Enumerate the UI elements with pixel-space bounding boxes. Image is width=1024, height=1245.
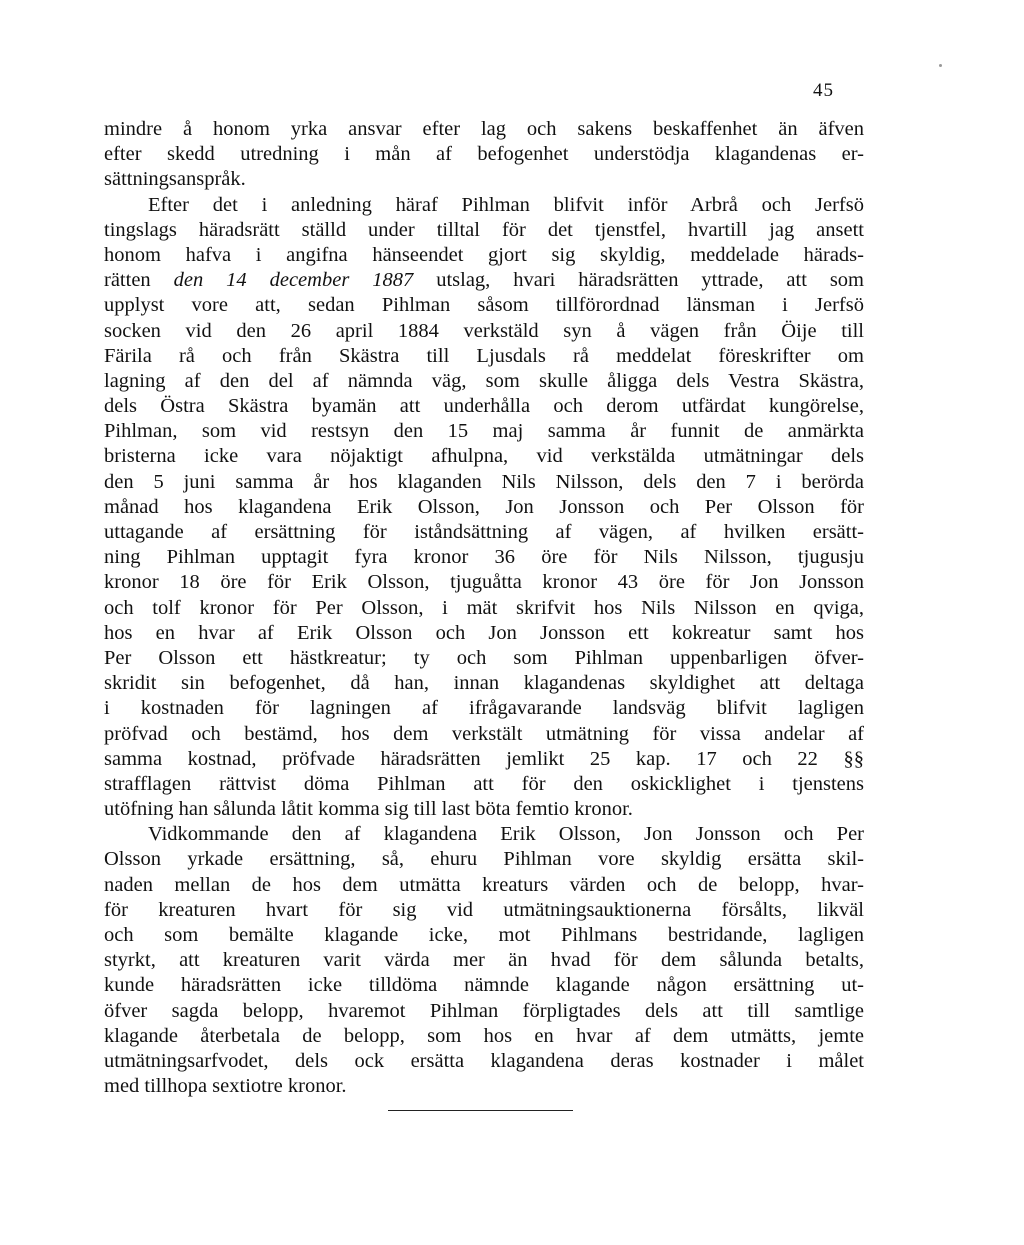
text-line: i kostnaden för lagningen af ifrågavarande landsväg blifvit lagligen	[104, 697, 864, 720]
text-line: skridit sin befogenhet, då han, innan klagandenas skyldighet att deltaga	[104, 672, 864, 695]
text-line: för kreaturen hvart för sig vid utmätningsauktionerna försålts, likväl	[104, 898, 864, 921]
section-divider-rule	[388, 1110, 573, 1111]
text-line: månad hos klagandena Erik Olsson, Jon Jonsson och Per Olsson för	[104, 495, 864, 518]
text-line: mindre å honom yrka ansvar efter lag och sakens beskaffenhet än äfven	[104, 118, 864, 140]
text-line: Per Olsson ett hästkreatur; ty och som Pihlman uppenbarligen öfver-	[104, 646, 864, 669]
italic-date: den 14 december 1887	[173, 269, 414, 292]
text-line: styrkt, att kreaturen varit värda mer än hvad för dem sålunda betalts,	[104, 949, 864, 972]
text-line: honom hafva i angifna hänseendet gjort sig skyldig, meddelade härads-	[104, 243, 864, 266]
text-line: dels Östra Skästra byamän att underhålla och derom utfärdat kungörelse,	[104, 395, 864, 418]
body-text	[104, 117, 864, 1099]
text-line: bristerna icke vara nöjaktigt afhulpna, vid verkstälda utmätningar dels	[104, 445, 864, 468]
text-line: pröfvad och bestämd, hos dem verkstält utmätning för vissa andelar af	[104, 722, 864, 745]
text-line: ning Pihlman upptagit fyra kronor 36 öre för Nils Nilsson, tjugusju	[104, 546, 864, 569]
text-line: Färila rå och från Skästra till Ljusdals rå meddelat föreskrifter om	[104, 344, 864, 367]
text-line: rätten den 14 december 1887 utslag, hvari häradsrätten yttrade, att som	[104, 269, 865, 292]
scan-speck	[939, 64, 942, 67]
text-line: socken vid den 26 april 1884 verkstäld syn å vägen från Öije till	[104, 319, 864, 342]
text-line: och tolf kronor för Per Olsson, i mät skrifvit hos Nils Nilsson en qviga,	[104, 596, 864, 619]
text-line: Vidkommande den af klagandena Erik Olsson, Jon Jonsson och Per	[148, 823, 864, 846]
text-line: strafflagen rättvist döma Pihlman att för den oskicklighet i tjenstens	[104, 772, 864, 795]
text-line: utmätningsarfvodet, dels ock ersätta klagandena deras kostnader i målet	[104, 1049, 864, 1072]
text-line: och som bemälte klagande icke, mot Pihlmans bestridande, lagligen	[104, 924, 864, 946]
text-line: efter skedd utredning i mån af befogenhet understödja klagandenas er-	[104, 143, 864, 166]
page-number: 45	[813, 80, 834, 101]
text-line: lagning af den del af nämnda väg, som skulle åligga dels Vestra Skästra,	[104, 369, 864, 392]
text-line: samma kostnad, pröfvade häradsrätten jemlikt 25 kap. 17 och 22 §§	[104, 747, 864, 770]
text-line: Olsson yrkade ersättning, så, ehuru Pihlman vore skyldig ersätta skil-	[104, 848, 864, 871]
text-line: klagande återbetala de belopp, som hos en hvar af dem utmätts, jemte	[104, 1024, 864, 1047]
text-line: sättningsanspråk.	[104, 168, 246, 191]
text-line: kunde häradsrätten icke tilldöma nämnde klagande någon ersättning ut-	[104, 974, 864, 997]
text-line: uttagande af ersättning för iståndsättning af vägen, af hvilken ersätt-	[104, 521, 864, 543]
text-line: Pihlman, som vid restsyn den 15 maj samma år funnit de anmärkta	[104, 420, 864, 443]
text-line: öfver sagda belopp, hvaremot Pihlman förpligtades dels att till samtlige	[104, 999, 864, 1022]
text-line: Efter det i anledning häraf Pihlman blifvit inför Arbrå och Jerfsö	[148, 193, 864, 216]
text-line: hos en hvar af Erik Olsson och Jon Jonsson ett kokreatur samt hos	[104, 621, 864, 644]
text-line: tingslags häradsrätt ställd under tilltal för det tjenstfel, hvartill jag ansett	[104, 218, 864, 241]
text-line: kronor 18 öre för Erik Olsson, tjuguåtta kronor 43 öre för Jon Jonsson	[104, 571, 864, 594]
text-line: upplyst vore att, sedan Pihlman såsom tillförordnad länsman i Jerfsö	[104, 294, 864, 317]
text-line: utöfning han sålunda låtit komma sig till last böta femtio kronor.	[104, 798, 633, 821]
text-line: med tillhopa sextiotre kronor.	[104, 1075, 347, 1098]
text-line: naden mellan de hos dem utmätta kreaturs värden och de belopp, hvar-	[104, 873, 864, 896]
text-line: den 5 juni samma år hos klaganden Nils Nilsson, dels den 7 i berörda	[104, 470, 864, 493]
